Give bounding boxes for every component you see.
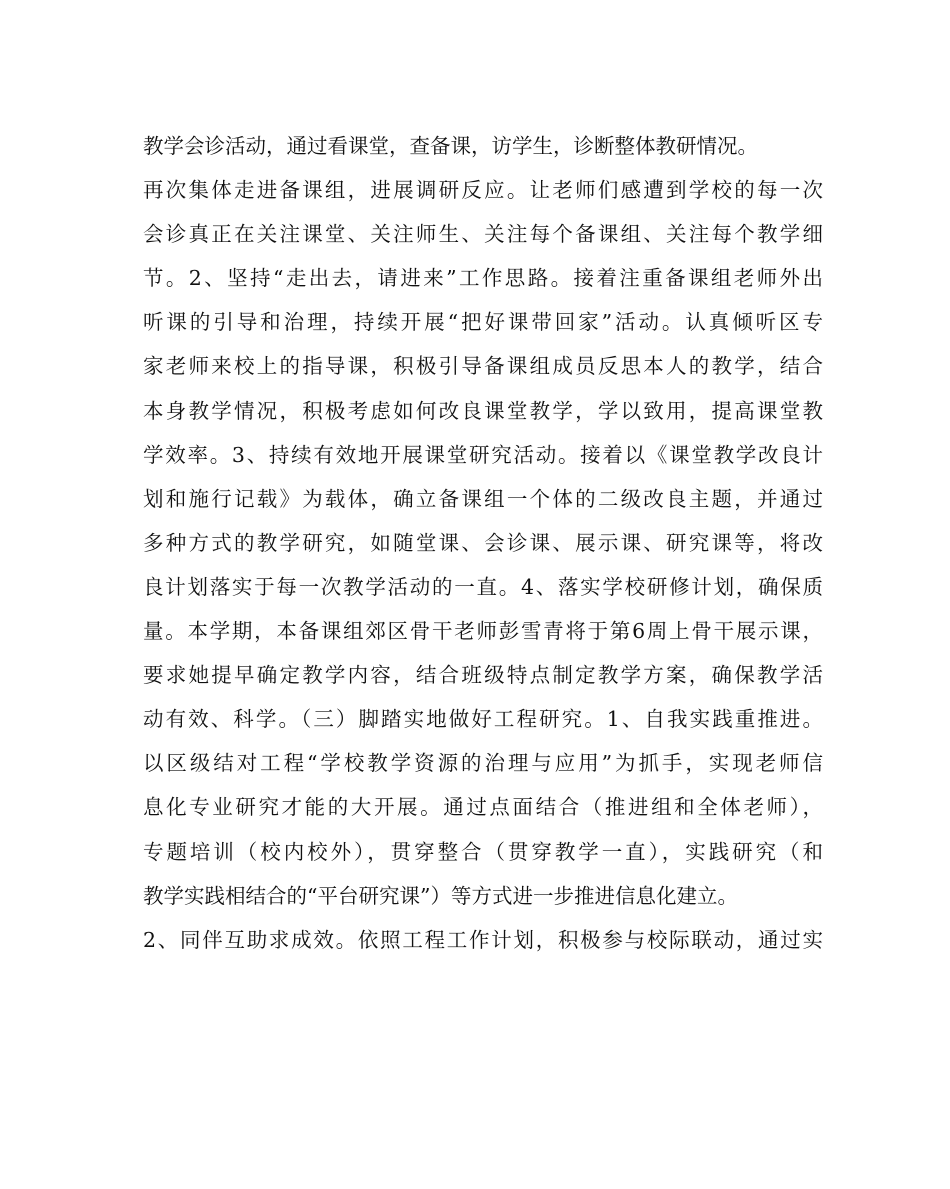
- text-line: 要求她提早确定教学内容，结合班级特点制定教学方案，确保教学活: [143, 663, 823, 688]
- text-line: 教学会诊活动，通过看课堂，查备课，访学生，诊断整体教研情况。: [143, 134, 758, 158]
- text-line: 再次集体走进备课组，进展调研反应。让老师们感遭到学校的每一次: [143, 178, 823, 203]
- text-line: 本身教学情况，积极考虑如何改良课堂教学，学以致用，提高课堂教: [143, 398, 823, 423]
- text-line: 量。本学期，本备课组郊区骨干老师彭雪青将于第6周上骨干展示课，: [143, 619, 823, 644]
- text-line: 动有效、科学。（三）脚踏实地做好工程研究。1、自我实践重推进。: [143, 707, 823, 732]
- text-line: 节。2、坚持“走出去，请进来”工作思路。接着注重备课组老师外出: [143, 266, 823, 291]
- body-text: [143, 124, 823, 962]
- text-line: 良计划落实于每一次教学活动的一直。4、落实学校研修计划，确保质: [143, 574, 823, 599]
- text-line: 2、同伴互助求成效。依照工程工作计划，积极参与校际联动，通过实: [143, 927, 823, 952]
- text-line: 家老师来校上的指导课，积极引导备课组成员反思本人的教学，结合: [143, 354, 823, 379]
- text-line: 学效率。3、持续有效地开展课堂研究活动。接着以《课堂教学改良计: [143, 442, 823, 467]
- text-line: 划和施行记载》为载体，确立备课组一个体的二级改良主题，并通过: [143, 486, 823, 511]
- text-line: 息化专业研究才能的大开展。通过点面结合（推进组和全体老师），: [143, 795, 823, 820]
- text-line: 教学实践相结合的“平台研究课”）等方式进一步推进信息化建立。: [143, 883, 738, 908]
- text-line: 会诊真正在关注课堂、关注师生、关注每个备课组、关注每个教学细: [143, 222, 823, 247]
- text-line: 听课的引导和治理，持续开展“把好课带回家”活动。认真倾听区专: [143, 310, 823, 335]
- text-line: 多种方式的教学研究，如随堂课、会诊课、展示课、研究课等，将改: [143, 530, 823, 555]
- text-line: 以区级结对工程“学校教学资源的治理与应用”为抓手，实现老师信: [143, 751, 823, 776]
- text-line: 专题培训（校内校外），贯穿整合（贯穿教学一直），实践研究（和: [143, 839, 823, 864]
